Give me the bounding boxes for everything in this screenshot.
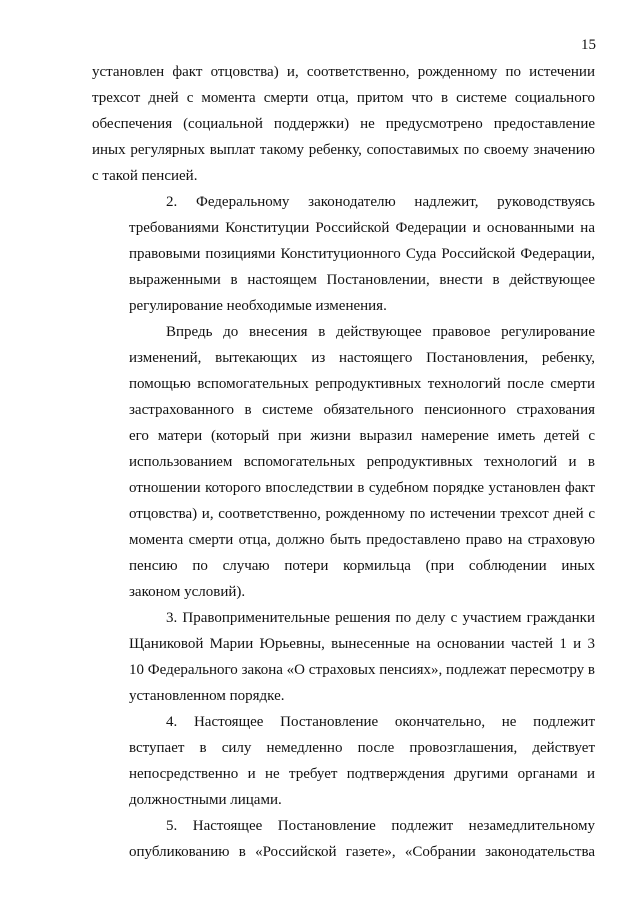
paragraph-item-3 [92, 605, 595, 709]
text-line: 5. Настоящее Постановление подлежит незамедлительному [166, 818, 595, 834]
text-line: 4. Настоящее Постановление окончательно, не подлежит [166, 714, 595, 730]
text-line: законом условий). [129, 584, 246, 600]
text-line: пенсию по случаю потери кормильца (при соблюдении иных [129, 558, 595, 574]
paragraph-continuation [92, 59, 595, 189]
text-line: опубликованию в «Российской газете», «Собрании законодательства [129, 844, 595, 860]
document-body [92, 59, 595, 865]
page-number: 15 [581, 37, 596, 53]
paragraph-item-2 [92, 189, 595, 319]
text-line: требованиями Конституции Российской Федерации и основанными на [129, 220, 595, 236]
text-line: Щаниковой Марии Юрьевны, вынесенные на основании частей 1 и 3 [129, 636, 595, 652]
text-line: иных регулярных выплат такому ребенку, сопоставимых по своему значению [92, 142, 595, 158]
text-line: обеспечения (социальной поддержки) не предусмотрено предоставление [92, 116, 595, 132]
text-line: вступает в силу немедленно после провозглашения, действует [129, 740, 595, 756]
paragraph-item-4 [92, 709, 595, 813]
text-line: трехсот дней с момента смерти отца, притом что в системе социального [92, 90, 595, 106]
text-line: отношении которого впоследствии в судебном порядке установлен факт [129, 480, 595, 496]
text-line: изменений, вытекающих из настоящего Постановления, ребенку, [129, 350, 595, 366]
text-line: выраженными в настоящем Постановлении, внести в действующее [129, 272, 595, 288]
text-line: непосредственно и не требует подтверждения другими органами и [129, 766, 595, 782]
text-line: установленном порядке. [129, 688, 285, 704]
text-line: регулирование необходимые изменения. [129, 298, 387, 314]
paragraph-interim-rule [92, 319, 595, 605]
text-line: с такой пенсией. [92, 168, 198, 184]
text-line: 2. Федеральному законодателю надлежит, руководствуясь [166, 194, 595, 210]
text-line: установлен факт отцовства) и, соответственно, рожденному по истечении [92, 64, 595, 80]
text-line: момента смерти отца, должно быть предоставлено право на страховую [129, 532, 595, 548]
paragraph-item-5 [92, 813, 595, 865]
text-line: застрахованного в системе обязательного пенсионного страхования [129, 402, 595, 418]
text-line: его матери (который при жизни выразил намерение иметь детей с [129, 428, 595, 444]
text-line: 3. Правоприменительные решения по делу с участием гражданки [166, 610, 595, 626]
text-line: Впредь до внесения в действующее правовое регулирование [166, 324, 595, 340]
text-line: правовыми позициями Конституционного Суда Российской Федерации, [129, 246, 595, 262]
text-line: отцовства) и, соответственно, рожденному по истечении трехсот дней с [129, 506, 595, 522]
text-line: использованием вспомогательных репродуктивных технологий и в [129, 454, 595, 470]
text-line: 10 Федерального закона «О страховых пенсиях», подлежат пересмотру в [129, 662, 595, 678]
text-line: должностными лицами. [129, 792, 282, 808]
text-line: помощью вспомогательных репродуктивных технологий после смерти [129, 376, 595, 392]
